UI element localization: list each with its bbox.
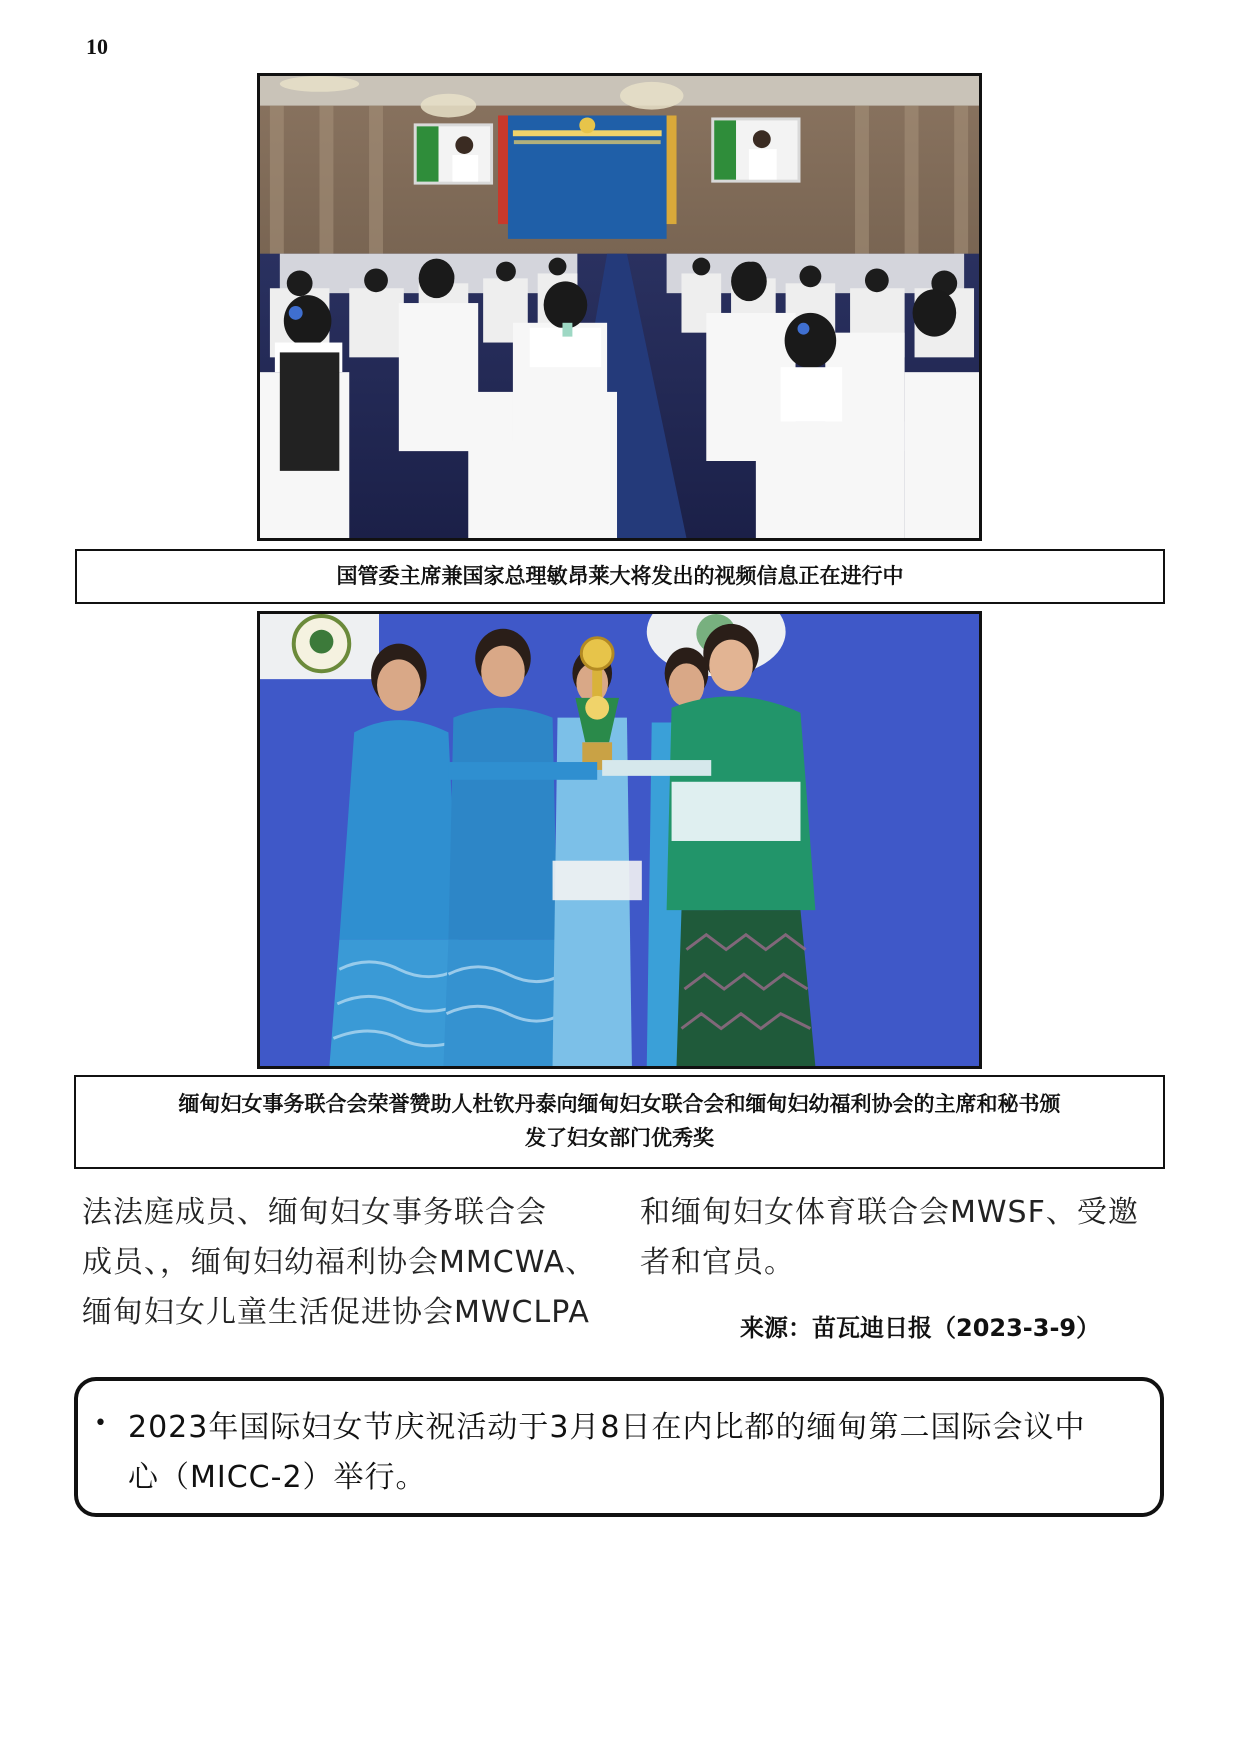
- bullet-item: [94, 1403, 1142, 1503]
- conference-hall-photo: [257, 73, 982, 541]
- photo1-caption-text: 国管委主席兼国家总理敏昂莱大将发出的视频信息正在进行中: [336, 563, 904, 588]
- bullet-line: 心（MICC-2）举行。: [128, 1460, 427, 1495]
- highlight-box: [74, 1377, 1164, 1517]
- page-number: 10: [86, 34, 108, 59]
- body-text-left-column: [82, 1188, 622, 1338]
- bullet-marker: •: [94, 1411, 107, 1436]
- body-line: 和缅甸妇女体育联合会MWSF、受邀: [640, 1195, 1139, 1230]
- photo2-caption-line: 发了妇女部门优秀奖: [525, 1126, 714, 1150]
- bullet-text: [128, 1403, 1086, 1503]
- body-line: 法法庭成员、缅甸妇女事务联合会: [82, 1195, 547, 1230]
- body-text-right-column: [640, 1188, 1180, 1288]
- bullet-line: 2023年国际妇女节庆祝活动于3月8日在内比都的缅甸第二国际会议中: [128, 1410, 1086, 1445]
- award-presentation-illustration: [260, 614, 979, 1066]
- body-line: 缅甸妇女儿童生活促进协会MWCLPA: [82, 1295, 590, 1330]
- photo1-caption: [75, 549, 1165, 604]
- body-line: 者和官员。: [640, 1245, 795, 1280]
- photo2-caption-line: 缅甸妇女事务联合会荣誉赞助人杜钦丹泰向缅甸妇女联合会和缅甸妇幼福利协会的主席和秘书颁: [178, 1092, 1061, 1117]
- award-presentation-photo: [257, 611, 982, 1069]
- photo2-caption: [74, 1075, 1165, 1169]
- body-line: 成员、，缅甸妇幼福利协会MMCWA、: [82, 1245, 597, 1280]
- source-citation: 来源：苗瓦迪日报（2023-3-9）: [740, 1314, 1101, 1342]
- conference-hall-illustration: [260, 76, 979, 538]
